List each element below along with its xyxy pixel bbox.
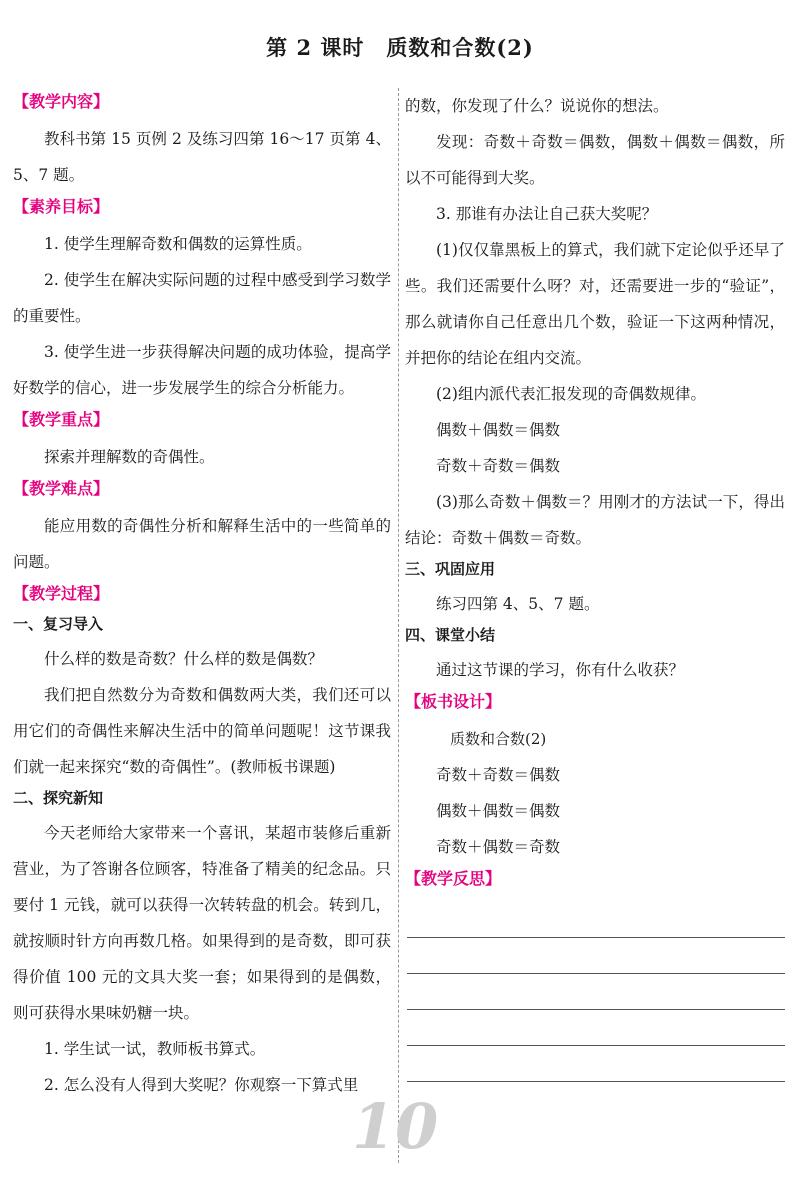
review-question: 什么样的数是奇数？什么样的数是偶数？ bbox=[44, 650, 324, 668]
goal-item: 2. 使学生在解决实际问题的过程中感受到学习数学的重要性。 bbox=[13, 271, 391, 325]
board-title: 质数和合数(2) bbox=[450, 730, 547, 748]
review-heading: 一、复习导入 bbox=[13, 615, 104, 633]
left-column bbox=[13, 88, 391, 1103]
reflection-heading: 【教学反思】 bbox=[405, 869, 502, 888]
page-number: 10 bbox=[352, 1090, 439, 1163]
page-title: 第 2 课时 质数和合数(2) bbox=[266, 35, 534, 60]
process-heading: 【教学过程】 bbox=[13, 584, 110, 603]
difficulty-text: 能应用数的奇偶性分析和解释生活中的一些简单的问题。 bbox=[13, 517, 391, 571]
content-heading: 【教学内容】 bbox=[13, 92, 110, 111]
board-line: 奇数＋偶数＝奇数 bbox=[436, 838, 561, 856]
step-1: 1. 学生试一试，教师板书算式。 bbox=[44, 1040, 266, 1058]
step-3: 3. 那谁有办法让自己获大奖呢？ bbox=[436, 205, 658, 223]
rule-even-even: 偶数＋偶数＝偶数 bbox=[436, 421, 561, 439]
discovery-text: 发现：奇数＋奇数＝偶数，偶数＋偶数＝偶数，所以不可能得到大奖。 bbox=[405, 133, 785, 187]
right-column bbox=[405, 88, 785, 1082]
reflection-line[interactable] bbox=[407, 938, 785, 974]
focus-heading: 【教学重点】 bbox=[13, 410, 110, 429]
consolidate-text: 练习四第 4、5、7 题。 bbox=[436, 595, 600, 613]
summary-text: 通过这节课的学习，你有什么收获？ bbox=[436, 661, 685, 679]
step-3-3: (3)那么奇数＋偶数＝？用刚才的方法试一下，得出结论：奇数＋偶数＝奇数。 bbox=[405, 493, 785, 547]
difficulty-heading: 【教学难点】 bbox=[13, 479, 110, 498]
consolidate-heading: 三、巩固应用 bbox=[405, 560, 496, 578]
step-3-1: (1)仅仅靠黑板上的算式，我们就下定论似乎还早了些。我们还需要什么呀？对，还需要进一步的“验证”，那么就请你自己任意出几个数，验证一下这两种情况，并把你的结论在组内交流。 bbox=[405, 241, 785, 367]
reflection-lines bbox=[405, 902, 785, 1082]
reflection-line[interactable] bbox=[407, 902, 785, 938]
board-line: 偶数＋偶数＝偶数 bbox=[436, 802, 561, 820]
review-text: 我们把自然数分为奇数和偶数两大类，我们还可以用它们的奇偶性来解决生活中的简单问题呢！这节课我们就一起来探究“数的奇偶性”。(教师板书课题) bbox=[13, 686, 391, 776]
focus-text: 探索并理解数的奇偶性。 bbox=[44, 448, 215, 466]
reflection-line[interactable] bbox=[407, 974, 785, 1010]
board-heading: 【板书设计】 bbox=[405, 692, 502, 711]
goal-item: 3. 使学生进一步获得解决问题的成功体验，提高学好数学的信心，进一步发展学生的综合分析能力。 bbox=[13, 343, 391, 397]
board-line: 奇数＋奇数＝偶数 bbox=[436, 766, 561, 784]
reflection-line[interactable] bbox=[407, 1010, 785, 1046]
goals-heading: 【素养目标】 bbox=[13, 197, 110, 216]
content-text: 教科书第 15 页例 2 及练习四第 16～17 页第 4、5、7 题。 bbox=[13, 130, 391, 184]
continued-text: 的数，你发现了什么？说说你的想法。 bbox=[405, 97, 669, 115]
step-2: 2. 怎么没有人得到大奖呢？你观察一下算式里 bbox=[44, 1076, 359, 1094]
step-3-2: (2)组内派代表汇报发现的奇偶数规律。 bbox=[436, 385, 706, 403]
reflection-line[interactable] bbox=[407, 1046, 785, 1082]
goal-item: 1. 使学生理解奇数和偶数的运算性质。 bbox=[44, 235, 312, 253]
column-divider bbox=[398, 88, 399, 1163]
summary-heading: 四、课堂小结 bbox=[405, 626, 496, 644]
rule-odd-odd: 奇数＋奇数＝偶数 bbox=[436, 457, 561, 475]
explore-text: 今天老师给大家带来一个喜讯，某超市装修后重新营业，为了答谢各位顾客，特准备了精美的纪念品。只要付 1 元钱，就可以获得一次转转盘的机会。转到几，就按顺时针方向再数几格。如果得到的是奇数，即可获得价值 100 元的文具大奖一套；如果得到的是偶数，则可获得水果味奶糖一块。 bbox=[13, 824, 391, 1022]
explore-heading: 二、探究新知 bbox=[13, 789, 104, 807]
